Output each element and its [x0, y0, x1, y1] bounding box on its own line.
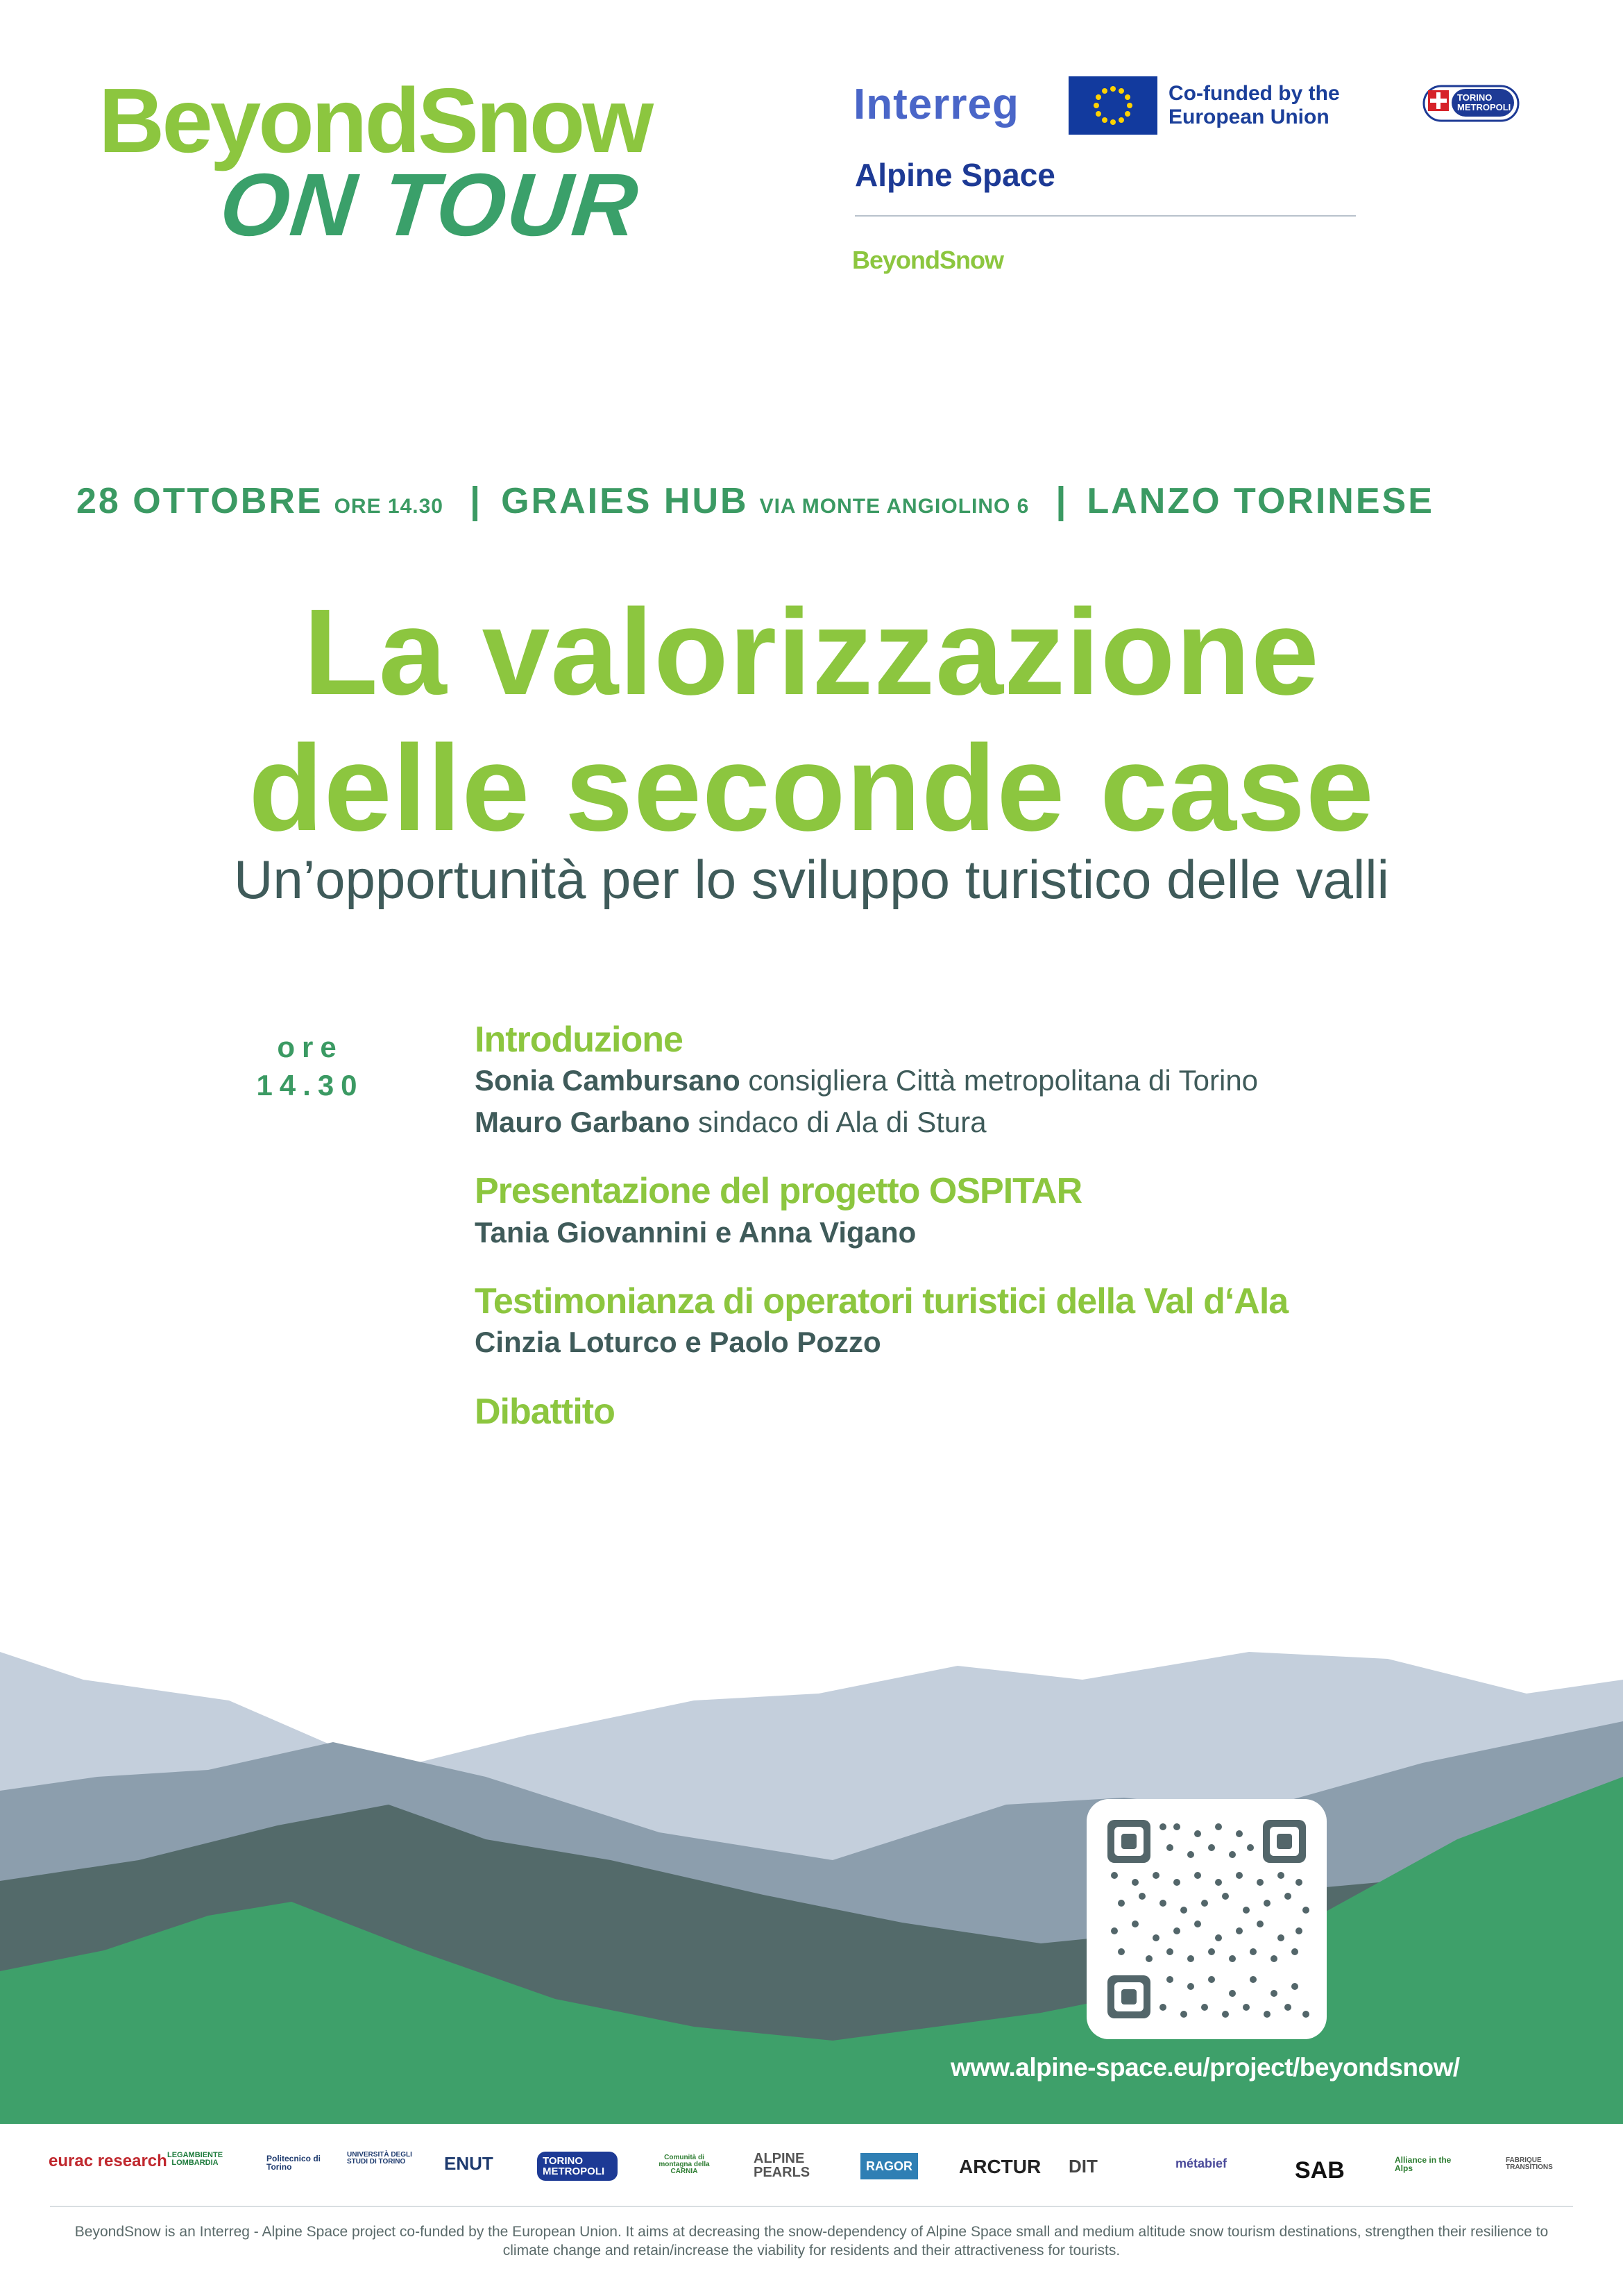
partner-logo: ARCTUR: [959, 2156, 1042, 2177]
event-town: LANZO TORINESE: [1087, 481, 1434, 521]
partner-logo: UNIVERSITÀ DEGLI STUDI DI TORINO: [347, 2151, 412, 2166]
separator: |: [469, 480, 481, 521]
event-time: ORE 14.30: [334, 495, 443, 518]
torino-metropoli-logo: [1422, 82, 1520, 126]
title-line-2: delle seconde case: [248, 720, 1375, 856]
partner-logo: LEGAMBIENTE LOMBARDIA: [167, 2151, 223, 2167]
program-time: [251, 1029, 369, 1104]
qr-pattern: [1087, 1799, 1327, 2039]
ore-label: ore: [277, 1031, 343, 1063]
footer-text: BeyondSnow is an Interreg - Alpine Space project co-funded by the European Union. It aims at decreasing the snow-dependency of Alpine Space small and medium altitude snow tourism destinations, strengthen their resilience to climate change and retain/increase the viability for residents and their attractiveness for tourists.: [74, 2224, 1549, 2259]
partner-logo: TORINO METROPOLI: [537, 2152, 618, 2181]
program-heading: Testimonianza di operatori turistici della Val d‘Ala: [475, 1281, 1289, 1322]
program-speaker: [475, 1060, 1446, 1101]
partner-logo: SAB: [1295, 2157, 1345, 2184]
separator: |: [1055, 480, 1067, 521]
partner-logo: Comunità di montagna della CARNIA: [658, 2154, 710, 2175]
event-info-line: [76, 479, 1554, 527]
event-venue: GRAIES HUB: [501, 481, 749, 521]
partner-logo: FABRIQUE TRANSITIONS: [1506, 2156, 1553, 2171]
program-heading: Introduzione: [475, 1020, 683, 1060]
speaker-role: sindaco di Ala di Stura: [690, 1105, 987, 1138]
partner-logo: ALPINE PEARLS: [754, 2151, 810, 2180]
partner-logo: Alliance in the Alps: [1395, 2155, 1452, 2173]
header-divider: [855, 215, 1356, 217]
partner-logos: [0, 2131, 1623, 2214]
partner-logo: Politecnico di Torino: [266, 2154, 321, 2172]
program-people: Cinzia Loturco e Paolo Pozzo: [475, 1326, 881, 1359]
title-line-1: La valorizzazione: [303, 584, 1320, 720]
program-item: [475, 1282, 1446, 1363]
cofunded-label: Co-funded by the European Union: [1169, 82, 1340, 128]
program-item: [475, 1392, 1446, 1432]
program-heading: Presentazione del progetto OSPITAR: [475, 1171, 1082, 1212]
interreg-logo: Interreg: [853, 81, 1019, 128]
footer-divider: [50, 2206, 1573, 2207]
event-address: VIA MONTE ANGIOLINO 6: [759, 495, 1030, 518]
program-list: [475, 1020, 1446, 1461]
subtitle: Un’opportunità per lo sviluppo turistico delle valli: [234, 849, 1389, 910]
partner-logo: RAGOR: [860, 2153, 918, 2179]
program-speaker: [475, 1101, 1446, 1143]
torino-logo-text: TORINO METROPOLI: [1457, 92, 1511, 113]
program-item: [475, 1020, 1446, 1142]
speaker-name: Sonia Cambursano: [475, 1064, 740, 1097]
alpine-space-label: Alpine Space: [855, 157, 1055, 193]
project-url-link[interactable]: www.alpine-space.eu/project/beyondsnow/: [951, 2053, 1460, 2082]
brand-title: BeyondSnow: [99, 69, 652, 171]
program-people: Tania Giovannini e Anna Vigano: [475, 1215, 917, 1249]
program-heading: Dibattito: [475, 1392, 615, 1433]
partner-logo: ENUT: [444, 2153, 493, 2174]
partner-logo: métabief: [1175, 2156, 1227, 2170]
event-date: 28 OTTOBRE: [76, 481, 323, 521]
brand-subtitle: ON TOUR: [215, 155, 644, 255]
program-item: [475, 1172, 1446, 1253]
partner-logo: DIT: [1069, 2156, 1098, 2177]
beyondsnow-small-logo: BeyondSnow: [852, 246, 1004, 274]
speaker-role: consigliera Città metropolitana di Torino: [740, 1064, 1259, 1097]
qr-code[interactable]: [1087, 1799, 1327, 2039]
partner-logo: eurac research: [49, 2152, 167, 2170]
speaker-name: Mauro Garbano: [475, 1105, 690, 1138]
ore-time: 14.30: [256, 1068, 364, 1101]
eu-flag-icon: [1069, 76, 1157, 135]
